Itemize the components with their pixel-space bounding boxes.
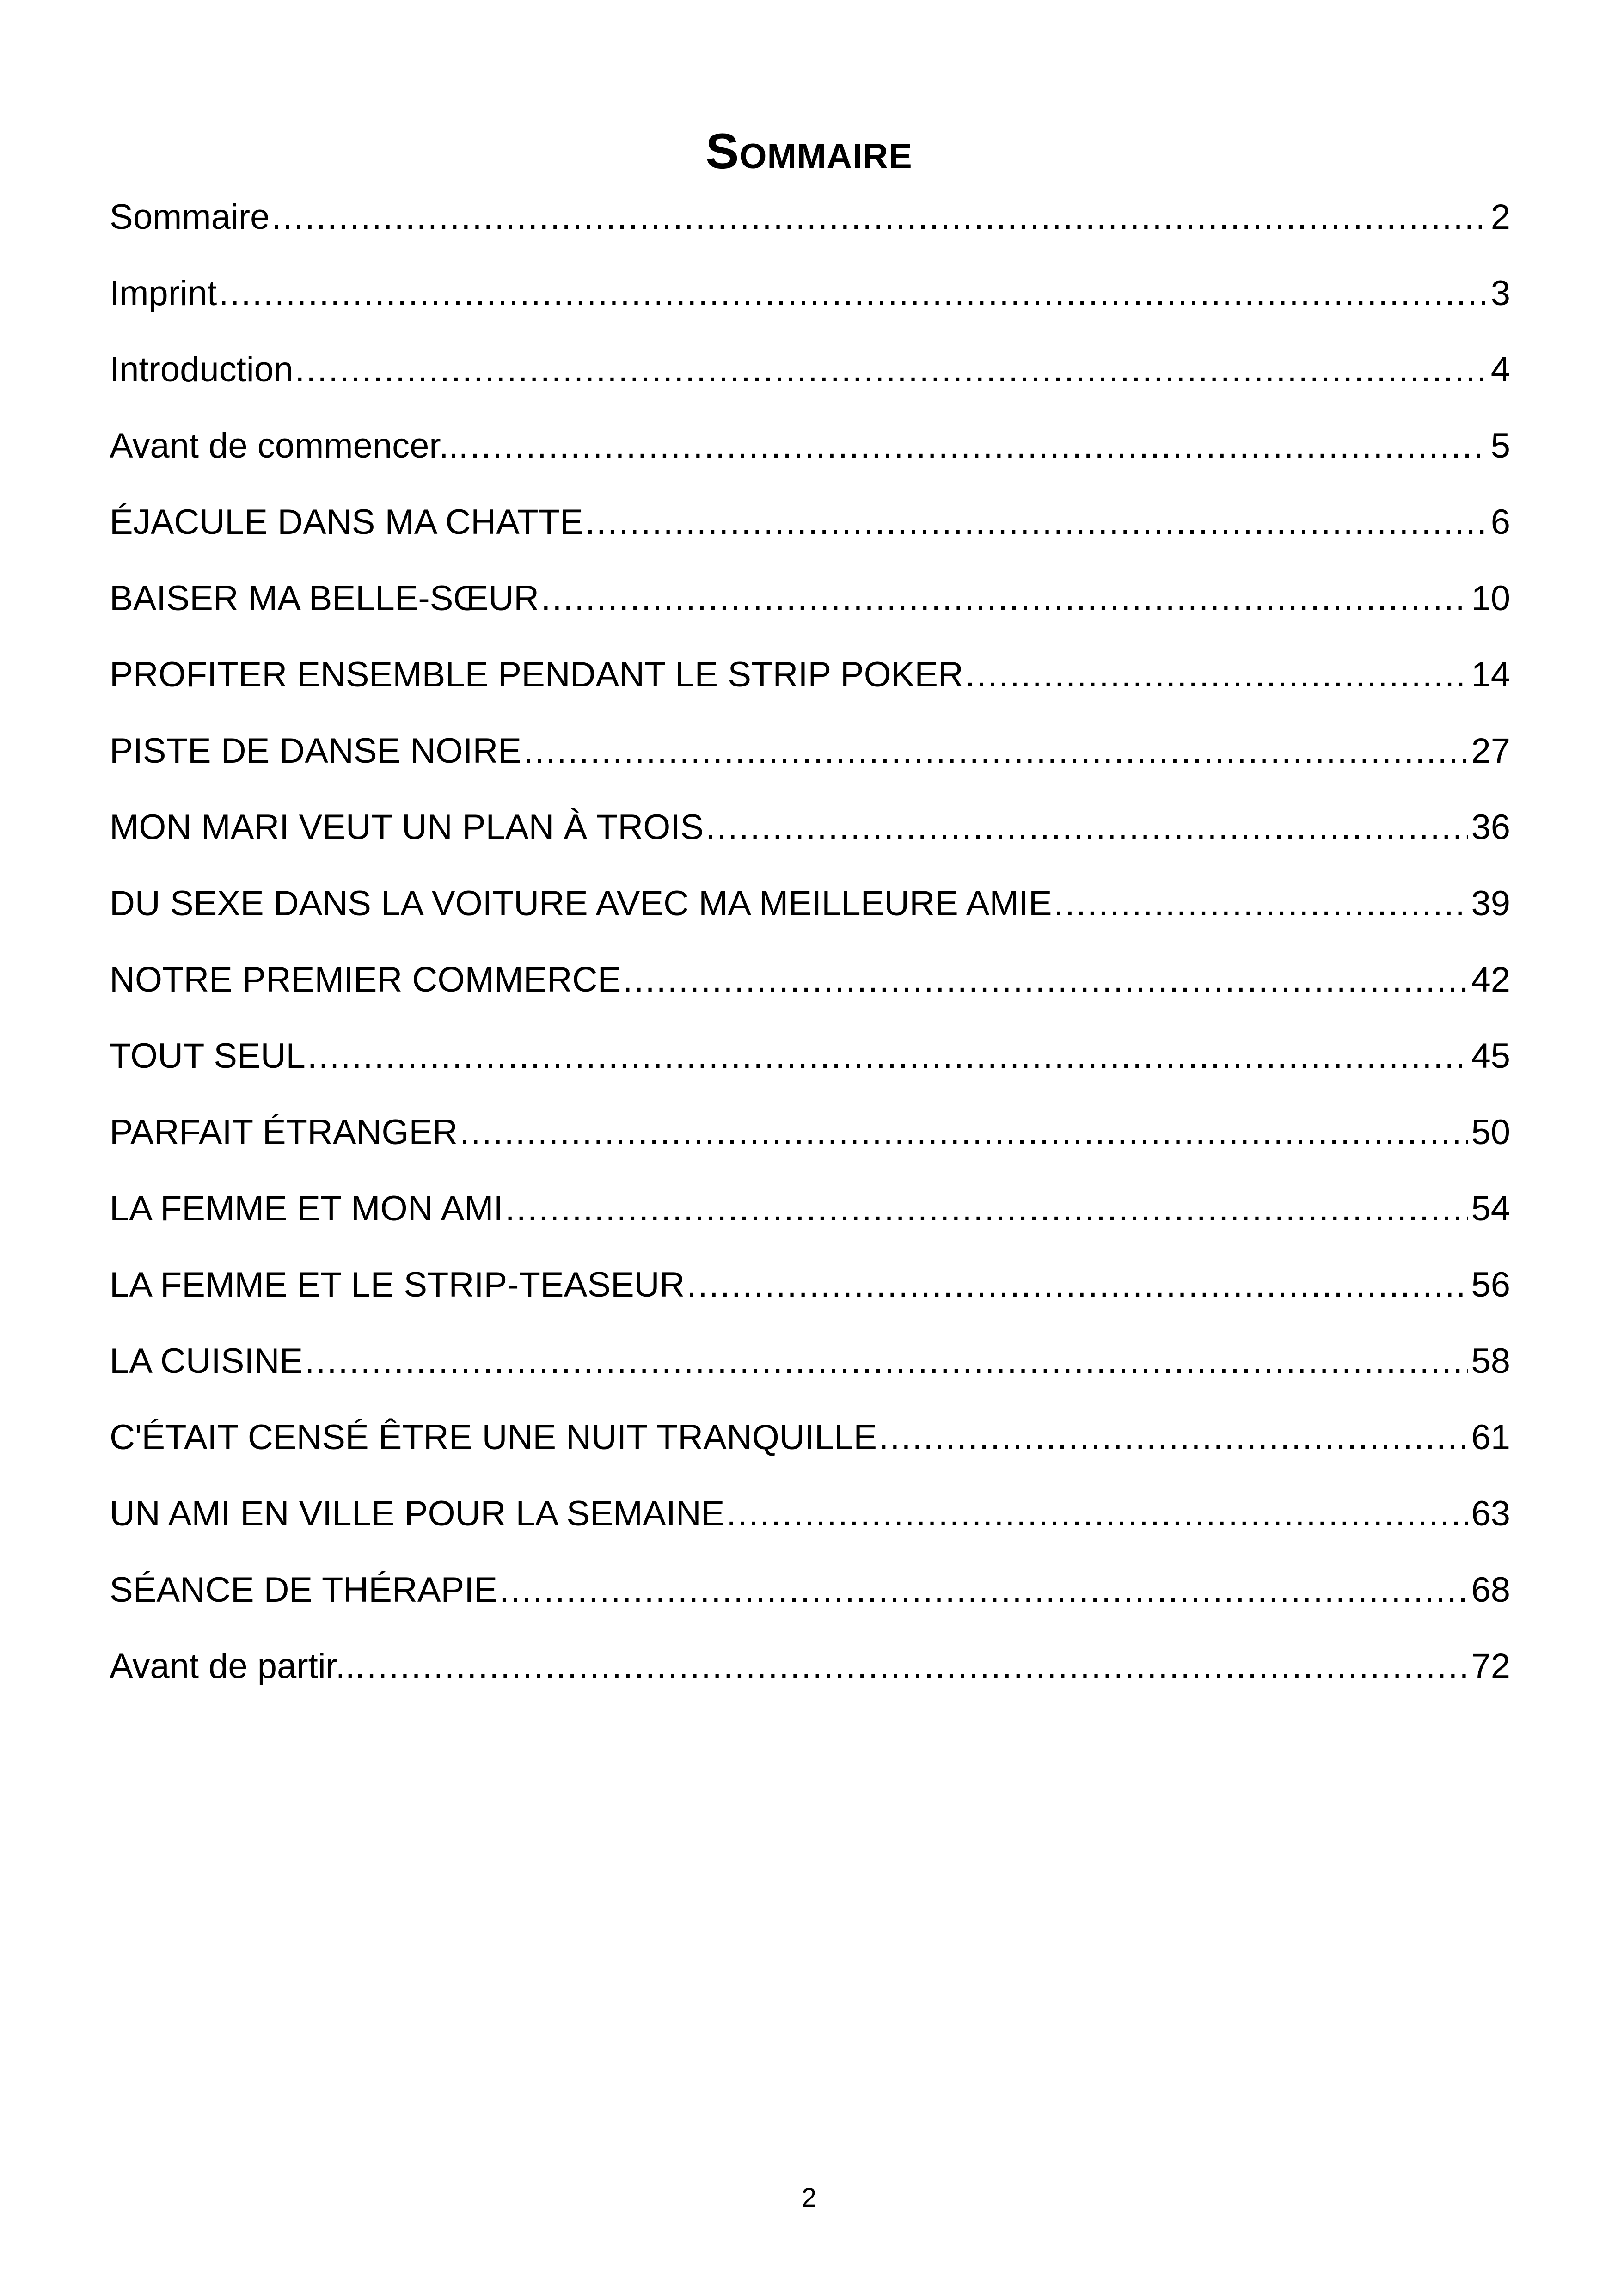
toc-entry-page: 39: [1471, 884, 1510, 923]
toc-entry-chapter-15[interactable]: [110, 1567, 1510, 1643]
toc-entry-label: Avant de commencer...: [110, 426, 468, 465]
toc-entry-avant-de-partir[interactable]: [110, 1643, 1510, 1720]
toc-dot-leader: [307, 1033, 1469, 1079]
toc-entry-chapter-6[interactable]: [110, 881, 1510, 957]
toc-entry-label: PROFITER ENSEMBLE PENDANT LE STRIP POKER: [110, 655, 963, 694]
toc-entry-page: 61: [1471, 1418, 1510, 1457]
toc-entry-label: C'ÉTAIT CENSÉ ÊTRE UNE NUIT TRANQUILLE: [110, 1418, 877, 1457]
toc-dot-leader: [219, 270, 1488, 317]
toc-entry-label: NOTRE PREMIER COMMERCE: [110, 960, 621, 999]
toc-entry-chapter-13[interactable]: [110, 1414, 1510, 1491]
toc-dot-leader: [1054, 881, 1469, 927]
toc-entry-page: 27: [1471, 731, 1510, 771]
toc-entry-sommaire[interactable]: [110, 194, 1510, 270]
toc-entry-label: Imprint: [110, 274, 217, 313]
toc-entry-label: UN AMI EN VILLE POUR LA SEMAINE: [110, 1494, 725, 1533]
toc-entry-page: 63: [1471, 1494, 1510, 1533]
toc-dot-leader: [541, 576, 1468, 622]
toc-entry-page: 3: [1490, 274, 1510, 313]
toc-dot-leader: [367, 1643, 1468, 1690]
toc-entry-page: 56: [1471, 1265, 1510, 1304]
toc-entry-label: BAISER MA BELLE-SŒUR: [110, 579, 539, 618]
toc-entry-page: 45: [1471, 1036, 1510, 1076]
toc-entry-label: MON MARI VEUT UN PLAN À TROIS: [110, 808, 704, 847]
toc-entry-page: 72: [1471, 1647, 1510, 1686]
toc-dot-leader: [523, 728, 1468, 774]
toc-entry-label: PISTE DE DANSE NOIRE: [110, 731, 522, 771]
toc-entry-chapter-4[interactable]: [110, 728, 1510, 804]
page-number: 2: [801, 2183, 817, 2213]
toc-entry-imprint[interactable]: [110, 270, 1510, 347]
toc-entry-page: 68: [1471, 1570, 1510, 1610]
toc-dot-leader: [295, 347, 1488, 393]
toc-entry-introduction[interactable]: [110, 347, 1510, 423]
toc-dot-leader: [623, 957, 1468, 1003]
toc-entry-label: DU SEXE DANS LA VOITURE AVEC MA MEILLEURE AMIE: [110, 884, 1052, 923]
toc-entry-chapter-10[interactable]: [110, 1186, 1510, 1262]
toc-entry-chapter-2[interactable]: [110, 576, 1510, 652]
toc-entry-chapter-12[interactable]: [110, 1338, 1510, 1414]
toc-entry-label: TOUT SEUL: [110, 1036, 306, 1076]
toc-entry-chapter-5[interactable]: [110, 804, 1510, 881]
toc-entry-chapter-3[interactable]: [110, 652, 1510, 728]
toc-dot-leader: [965, 652, 1468, 698]
page-title: Sommaire: [705, 123, 913, 179]
toc-entry-page: 14: [1471, 655, 1510, 694]
toc-entry-avant-de-commencer[interactable]: [110, 423, 1510, 499]
toc-dot-leader: [470, 423, 1488, 469]
toc-entry-chapter-14[interactable]: [110, 1491, 1510, 1567]
toc-entry-page: 58: [1471, 1341, 1510, 1381]
toc-entry-chapter-9[interactable]: [110, 1109, 1510, 1186]
toc-entry-chapter-7[interactable]: [110, 957, 1510, 1033]
toc-entry-chapter-8[interactable]: [110, 1033, 1510, 1109]
toc-entry-label: ÉJACULE DANS MA CHATTE: [110, 502, 583, 542]
toc-entry-label: Avant de partir...: [110, 1647, 365, 1686]
toc-entry-chapter-1[interactable]: [110, 499, 1510, 576]
toc-dot-leader: [686, 1262, 1468, 1308]
toc-dot-leader: [271, 194, 1488, 240]
toc-entry-label: PARFAIT ÉTRANGER: [110, 1113, 458, 1152]
toc-entry-label: LA CUISINE: [110, 1341, 303, 1381]
toc-entry-label: Introduction: [110, 350, 294, 389]
toc-entry-label: LA FEMME ET MON AMI: [110, 1189, 503, 1228]
toc-entry-label: Sommaire: [110, 197, 270, 237]
toc-entry-page: 10: [1471, 579, 1510, 618]
toc-entry-page: 5: [1490, 426, 1510, 465]
toc-entry-page: 6: [1490, 502, 1510, 542]
toc-dot-leader: [705, 804, 1468, 851]
toc-dot-leader: [305, 1338, 1468, 1384]
toc-entry-label: SÉANCE DE THÉRAPIE: [110, 1570, 498, 1610]
toc-entry-page: 54: [1471, 1189, 1510, 1228]
toc-entry-page: 2: [1490, 197, 1510, 237]
toc-dot-leader: [505, 1186, 1469, 1232]
toc-entry-page: 4: [1490, 350, 1510, 389]
toc-dot-leader: [499, 1567, 1468, 1613]
toc-dot-leader: [460, 1109, 1468, 1156]
toc-dot-leader: [585, 499, 1488, 545]
toc-dot-leader: [726, 1491, 1468, 1537]
toc-dot-leader: [879, 1414, 1468, 1461]
toc-entry-label: LA FEMME ET LE STRIP-TEASEUR: [110, 1265, 685, 1304]
table-of-contents: [110, 194, 1510, 1720]
toc-entry-page: 36: [1471, 808, 1510, 847]
toc-entry-page: 50: [1471, 1113, 1510, 1152]
toc-entry-chapter-11[interactable]: [110, 1262, 1510, 1338]
toc-entry-page: 42: [1471, 960, 1510, 999]
